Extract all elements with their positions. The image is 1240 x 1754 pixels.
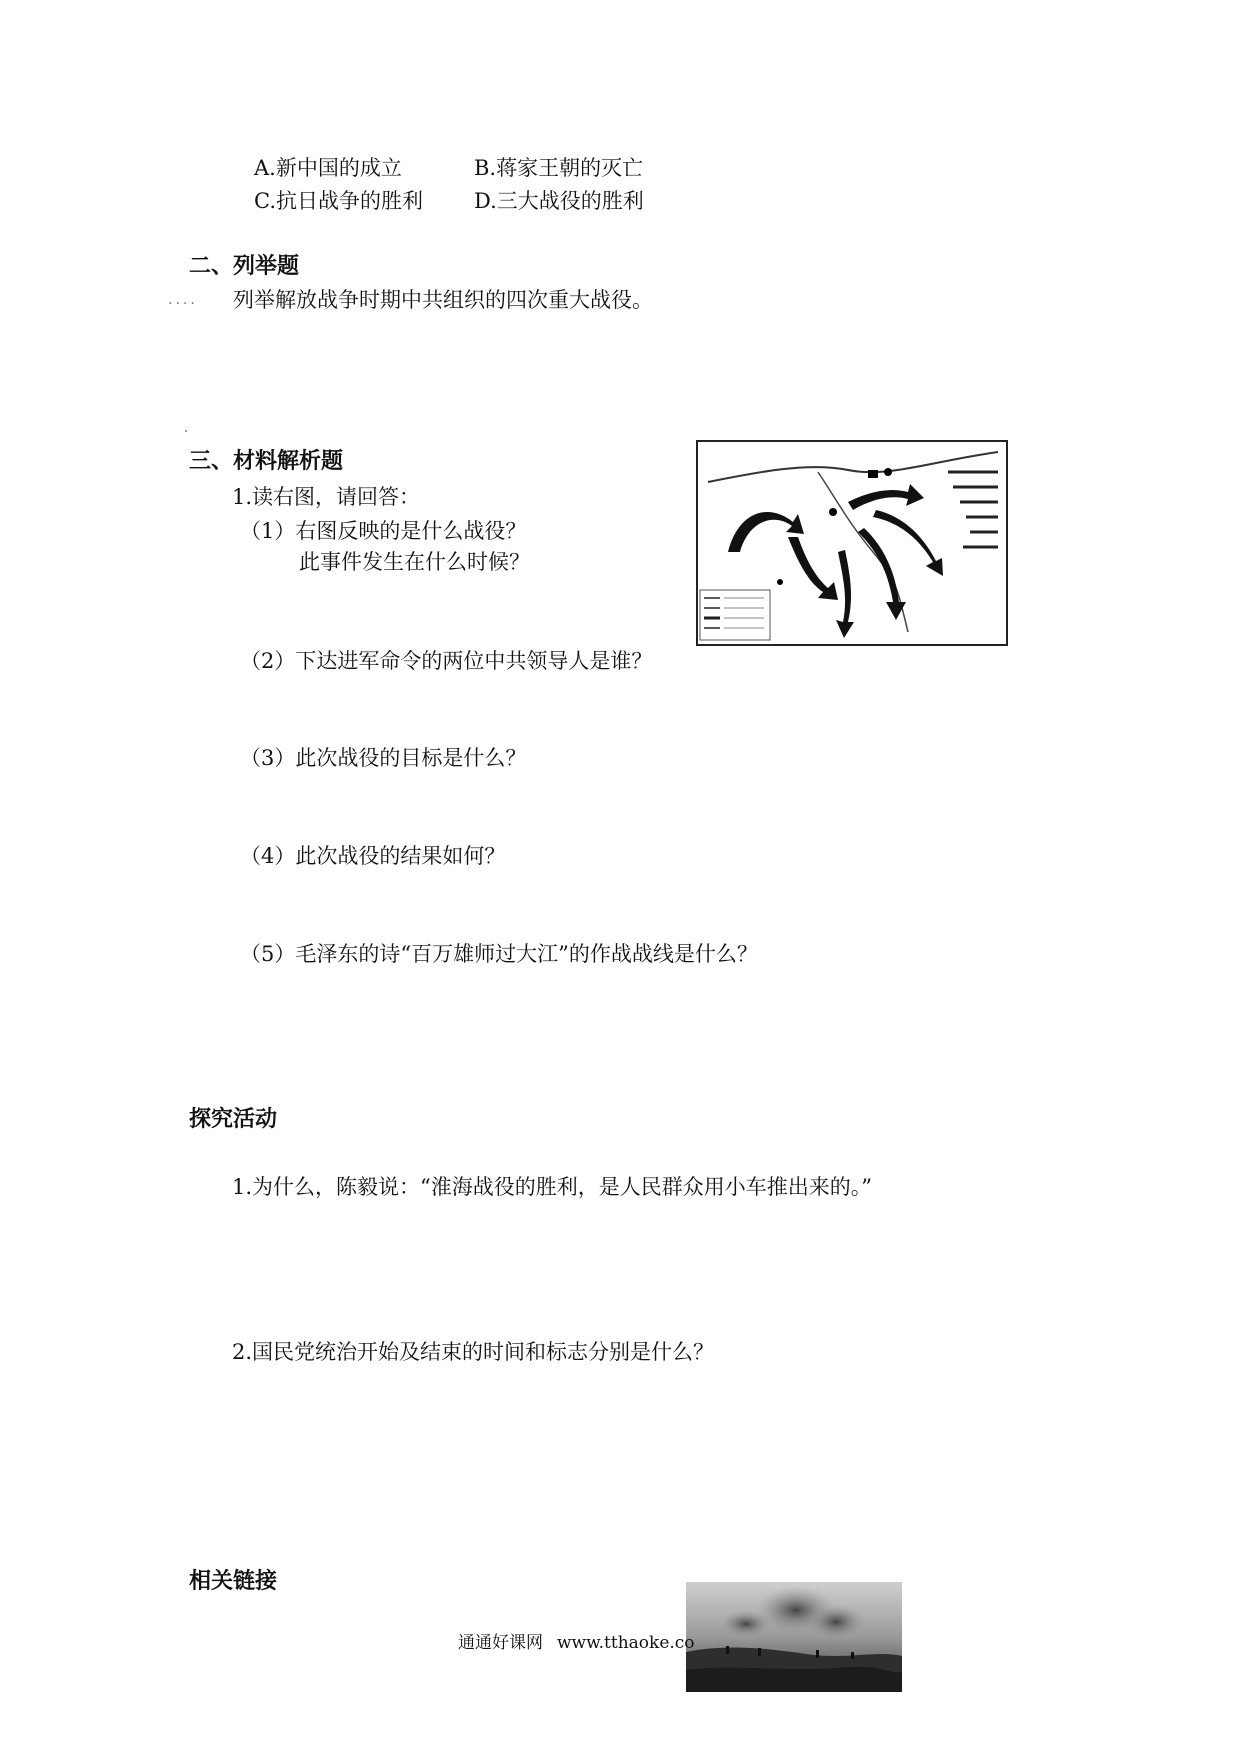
material-question-1b: 此事件发生在什么时候？: [299, 550, 530, 574]
option-a: A.新中国的成立: [254, 156, 402, 180]
section-heading-listing: 二、列举题: [189, 254, 300, 279]
option-d: D.三大战役的胜利: [474, 189, 644, 213]
explore-question-1: 1.为什么，陈毅说：“淮海战役的胜利，是人民群众用小车推出来的。”: [232, 1175, 873, 1199]
explore-question-2: 2.国民党统治开始及结束的时间和标志分别是什么？: [232, 1340, 715, 1364]
campaign-map-drawing: [698, 442, 1006, 644]
listing-question: 列举解放战争时期中共组织的四次重大战役。: [233, 288, 653, 312]
battle-photo: [686, 1582, 902, 1692]
material-question-3: （3）此次战役的目标是什么？: [240, 746, 527, 770]
footer-site-name: 通通好课网: [458, 1633, 543, 1653]
section-heading-material: 三、材料解析题: [189, 449, 344, 474]
option-b: B.蒋家王朝的灭亡: [474, 156, 644, 180]
section-heading-explore: 探究活动: [189, 1107, 278, 1132]
battle-photo-drawing: [686, 1582, 902, 1692]
campaign-map-image: [696, 440, 1008, 646]
material-question-4: （4）此次战役的结果如何？: [240, 844, 506, 868]
section-heading-links: 相关链接: [189, 1569, 278, 1594]
footer-site-url: www.tthaoke.co: [557, 1633, 695, 1653]
material-question-2: （2）下达进军命令的两位中共领导人是谁？: [240, 649, 653, 673]
material-question-5: （5）毛泽东的诗“百万雄师过大江”的作战战线是什么？: [240, 942, 758, 966]
footer-watermark: [458, 1632, 709, 1654]
stray-dot: [185, 430, 187, 432]
dotted-marker: ....: [168, 292, 198, 308]
material-intro: 1.读右图，请回答：: [232, 485, 421, 509]
option-c: C.抗日战争的胜利: [254, 189, 423, 213]
material-question-1a: （1）右图反映的是什么战役？: [240, 519, 527, 543]
